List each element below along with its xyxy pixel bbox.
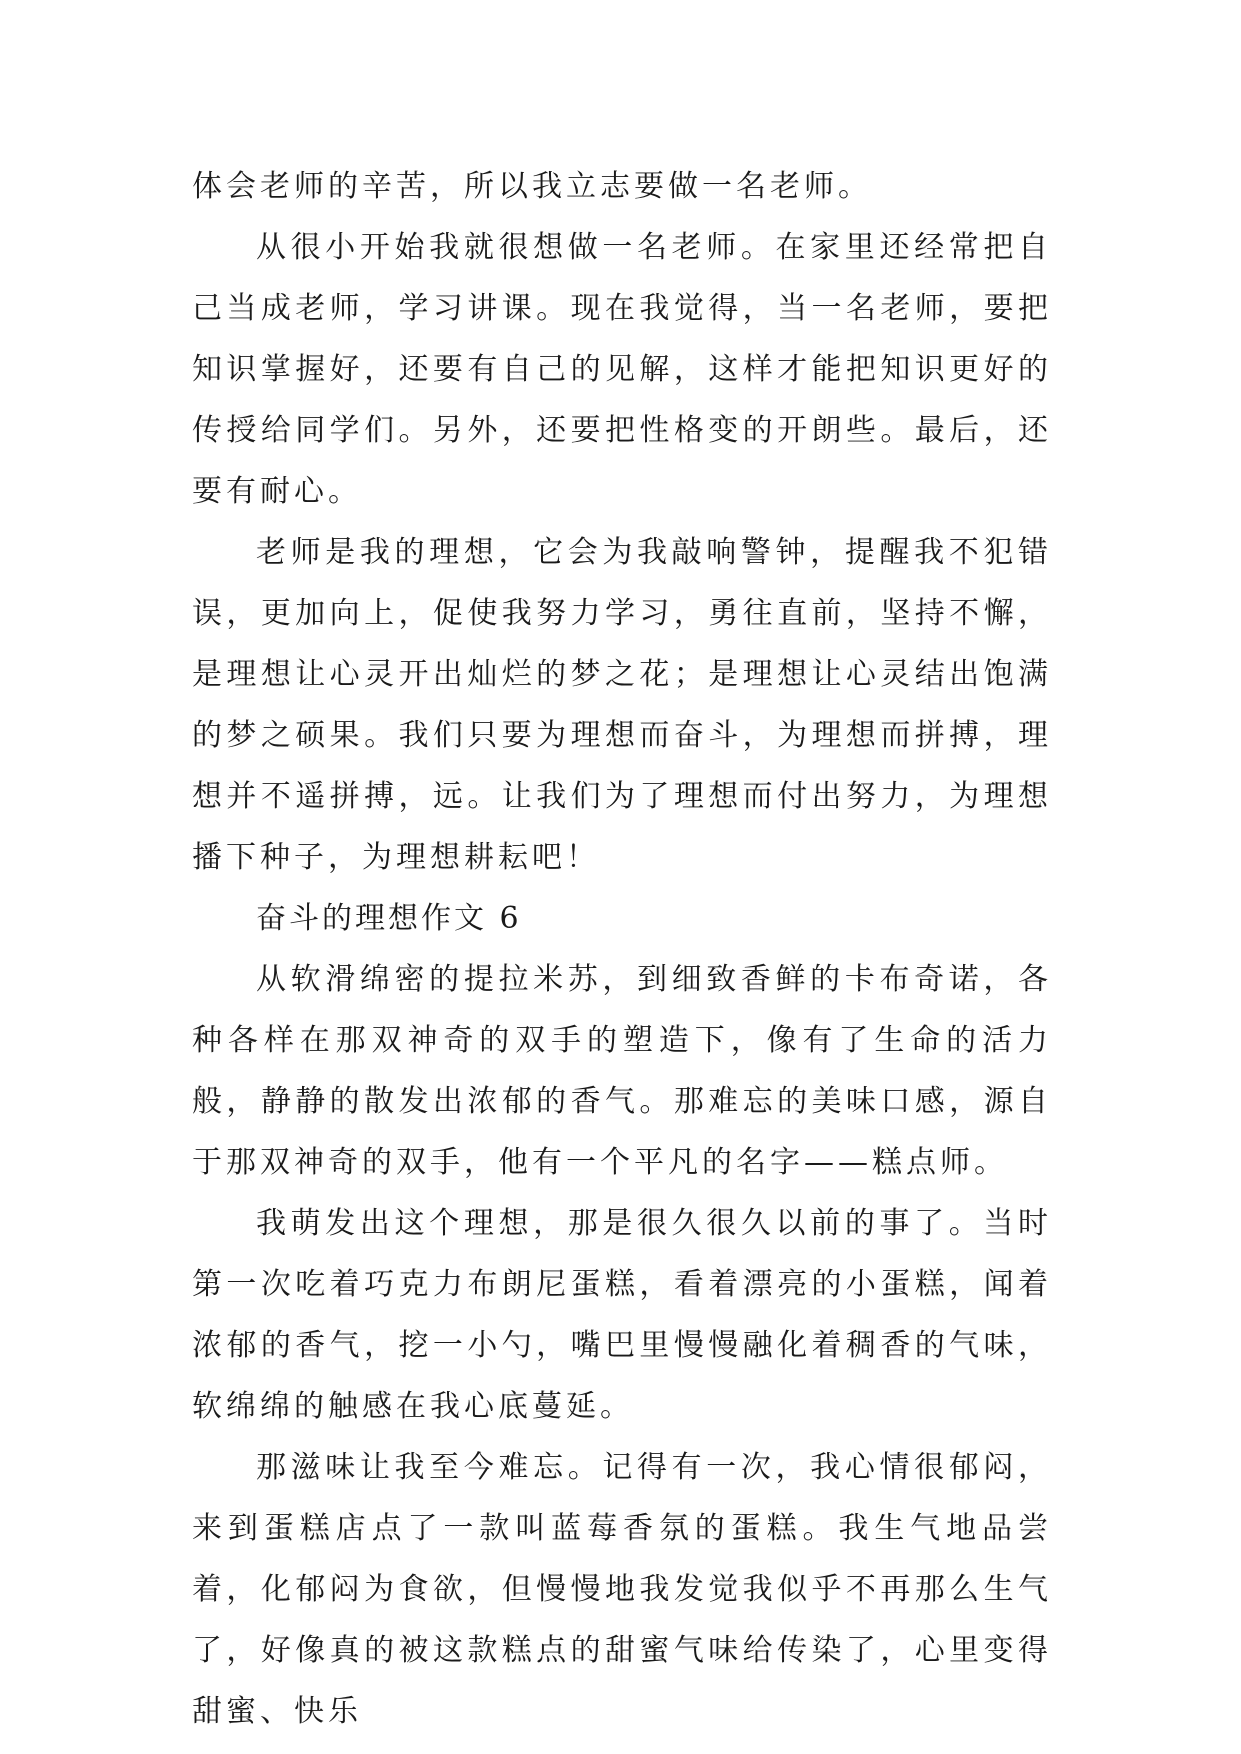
body-text xyxy=(192,156,1052,1742)
paragraph-pastry-intro: 从软滑绵密的提拉米苏，到细致香鲜的卡布奇诺，各种各样在那双神奇的双手的塑造下，像有了生命的活力般，静静的散发出浓郁的香气。那难忘的美味口感，源自于那双神奇的双手，他有一个平凡的名字——糕点师。 xyxy=(192,962,1052,1180)
paragraph-pastry-memory: 那滋味让我至今难忘。记得有一次，我心情很郁闷，来到蛋糕店点了一款叫蓝莓香氛的蛋糕。我生气地品尝着，化郁闷为食欲，但慢慢地我发觉我似乎不再那么生气了，好像真的被这款糕点的甜蜜气味给传染了，心里变得甜蜜、快乐 xyxy=(192,1450,1052,1729)
section-heading: 奋斗的理想作文 6 xyxy=(256,901,522,936)
paragraph-continuation: 体会老师的辛苦，所以我立志要做一名老师。 xyxy=(192,169,872,204)
paragraph-pastry-origin: 我萌发出这个理想，那是很久很久以前的事了。当时第一次吃着巧克力布朗尼蛋糕，看着漂亮的小蛋糕，闻着浓郁的香气，挖一小勺，嘴巴里慢慢融化着稠香的气味，软绵绵的触感在我心底蔓延。 xyxy=(192,1206,1052,1424)
paragraph-teacher-dream: 从很小开始我就很想做一名老师。在家里还经常把自己当成老师，学习讲课。现在我觉得，当一名老师，要把知识掌握好，还要有自己的见解，这样才能把知识更好的传授给同学们。另外，还要把性格变的开朗些。最后，还要有耐心。 xyxy=(192,230,1052,509)
paragraph-teacher-ideal: 老师是我的理想，它会为我敲响警钟，提醒我不犯错误，更加向上，促使我努力学习，勇往直前，坚持不懈，是理想让心灵开出灿烂的梦之花；是理想让心灵结出饱满的梦之硕果。我们只要为理想而奋斗，为理想而拼搏，理想并不遥拼搏，远。让我们为了理想而付出努力，为理想播下种子，为理想耕耘吧！ xyxy=(192,535,1052,875)
